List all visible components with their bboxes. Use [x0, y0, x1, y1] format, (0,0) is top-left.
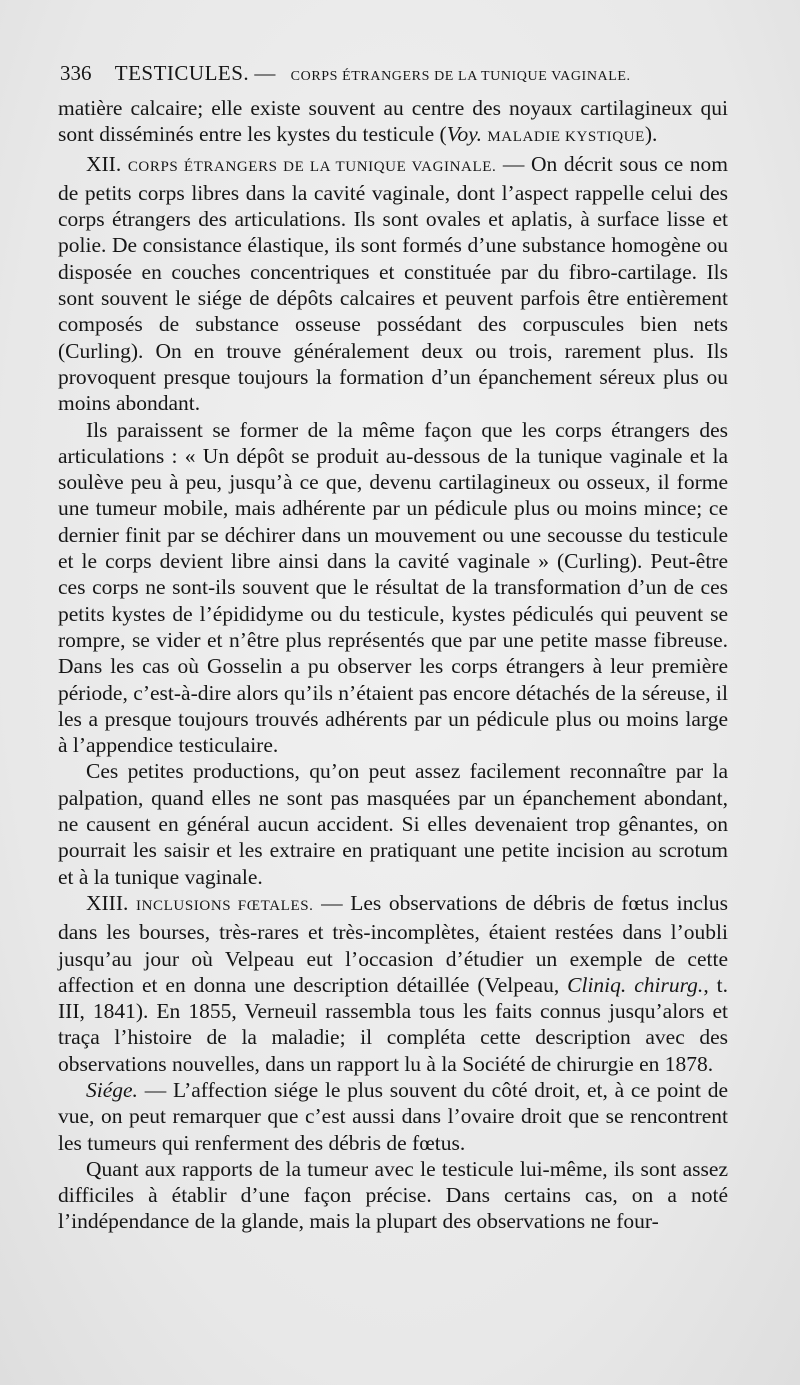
page-number: 336 [60, 61, 92, 85]
section-xii-paragraph [58, 151, 728, 417]
running-title: TESTICULES. [114, 61, 250, 85]
section-number: XIII. [86, 890, 129, 915]
paragraph-text: — On décrit sous ce nom de petits corps libres dans la cavité vaginale, dont l’aspect rappelle celui des corps étrangers des articulations. Ils sont ovales et aplatis, à surface lisse et polie. De consistance élastique, ils sont formés d’une substance homogène ou disposée en couches concentriques et constituée par du fibro-cartilage. Ils sont souvent le siége de dépôts calcaires et peuvent parfois être entièrement composés de substance osseuse possédant des corpuscules bien nets (Curling). On en trouve généralement deux ou trois, rarement plus. Ils provoquent presque toujours la formation d’un épanchement séreux plus ou moins abondant. [58, 151, 729, 416]
paragraph-text: Quant aux rapports de la tumeur avec le testicule lui-même, ils sont assez difficiles à établir d’une façon précise. Dans certains cas, on a noté l’indépendance de la glande, mais la plupart des observations ne four- [58, 1156, 728, 1234]
paragraph [58, 417, 728, 759]
paragraph-text: Ils paraissent se former de la même façon que les corps étrangers des articulations : « Un dépôt se produit au-dessous de la tunique vaginale et la soulève peu à peu, jusqu’à ce que, devenu cartilagineux ou osseux, il forme une tumeur mobile, mais adhérente par un pédicule plus ou moins mince; ce dernier finit par se déchirer dans un mouvement ou une secousse du testicule et le corps devient libre ainsi dans la cavité vaginale » (Curling). Peut-être ces corps ne sont-ils souvent que le résultat de la transformation d’un de ces petits kystes de l’épididyme ou du testicule, kystes pédiculés qui peuvent se rompre, se vider et n’être plus représentés que par une petite masse fibreuse. Dans les cas où Gosselin a pu observer les corps étrangers à leur première période, c’est-à-dire alors qu’ils n’étaient pas encore détachés de la séreuse, il les a presque toujours trouvés adhérents par un pédicule plus ou moins large à l’appendice testiculaire. [58, 417, 728, 758]
cross-reference-voy: Voy. [446, 122, 482, 147]
cross-reference-title: MALADIE KYSTIQUE [487, 129, 645, 146]
running-subtitle: CORPS ÉTRANGERS DE LA TUNIQUE VAGINALE. [290, 69, 631, 84]
section-title: CORPS ÉTRANGERS DE LA TUNIQUE VAGINALE. [127, 158, 497, 175]
paragraph-text: — Les observations de débris de fœtus inclus dans les bourses, très-rares et très-incomplètes, étaient restées dans l’oubli jusqu’au jour où Velpeau eut l’occasion d’étudier un exemple de cette affection et en donna une description détaillée (Velpeau, [58, 890, 729, 997]
paragraph-text: matière calcaire; elle existe souvent au centre des noyaux cartilagineux qui sont disséminés entre les kystes du testicule ( [58, 96, 728, 147]
paragraph-text: Ces petites productions, qu’on peut assez facilement reconnaître par la palpation, quand elles ne sont pas masquées par un épanchement abondant, ne causent en général aucun accident. Si elles devenaient trop gênantes, on pourrait les saisir et les extraire en pratiquant une petite incision au scrotum et à la tunique vaginale. [58, 759, 728, 889]
subsection-title: Siége. [86, 1077, 138, 1102]
running-header [60, 58, 750, 88]
paragraph [58, 1156, 728, 1235]
paragraph-end: ). [644, 122, 658, 147]
section-xiii-paragraph [58, 890, 728, 1077]
section-number: XII. [86, 151, 122, 176]
header-dash: — [254, 61, 276, 85]
paragraph-text: , t. III, 1841). En 1855, Verneuil rassembla tous les faits connus jusqu’alors et traça l’histoire de la maladie; il compléta cette description avec des observations nouvelles, dans un rapport lu à la Société de chirurgie en 1878. [58, 972, 728, 1076]
subsection-paragraph [58, 1077, 728, 1156]
paragraph-text: — L’affection siége le plus souvent du côté droit, et, à ce point de vue, on peut remarquer que c’est aussi dans l’ovaire droit que se rencontrent les tumeurs qui renferment des débris de fœtus. [58, 1077, 728, 1155]
body-text [58, 95, 728, 1235]
cited-work: Cliniq. chirurg. [567, 972, 704, 997]
paragraph-continuation [58, 95, 728, 151]
paragraph [58, 758, 728, 889]
section-title: INCLUSIONS FŒTALES. [136, 897, 314, 914]
